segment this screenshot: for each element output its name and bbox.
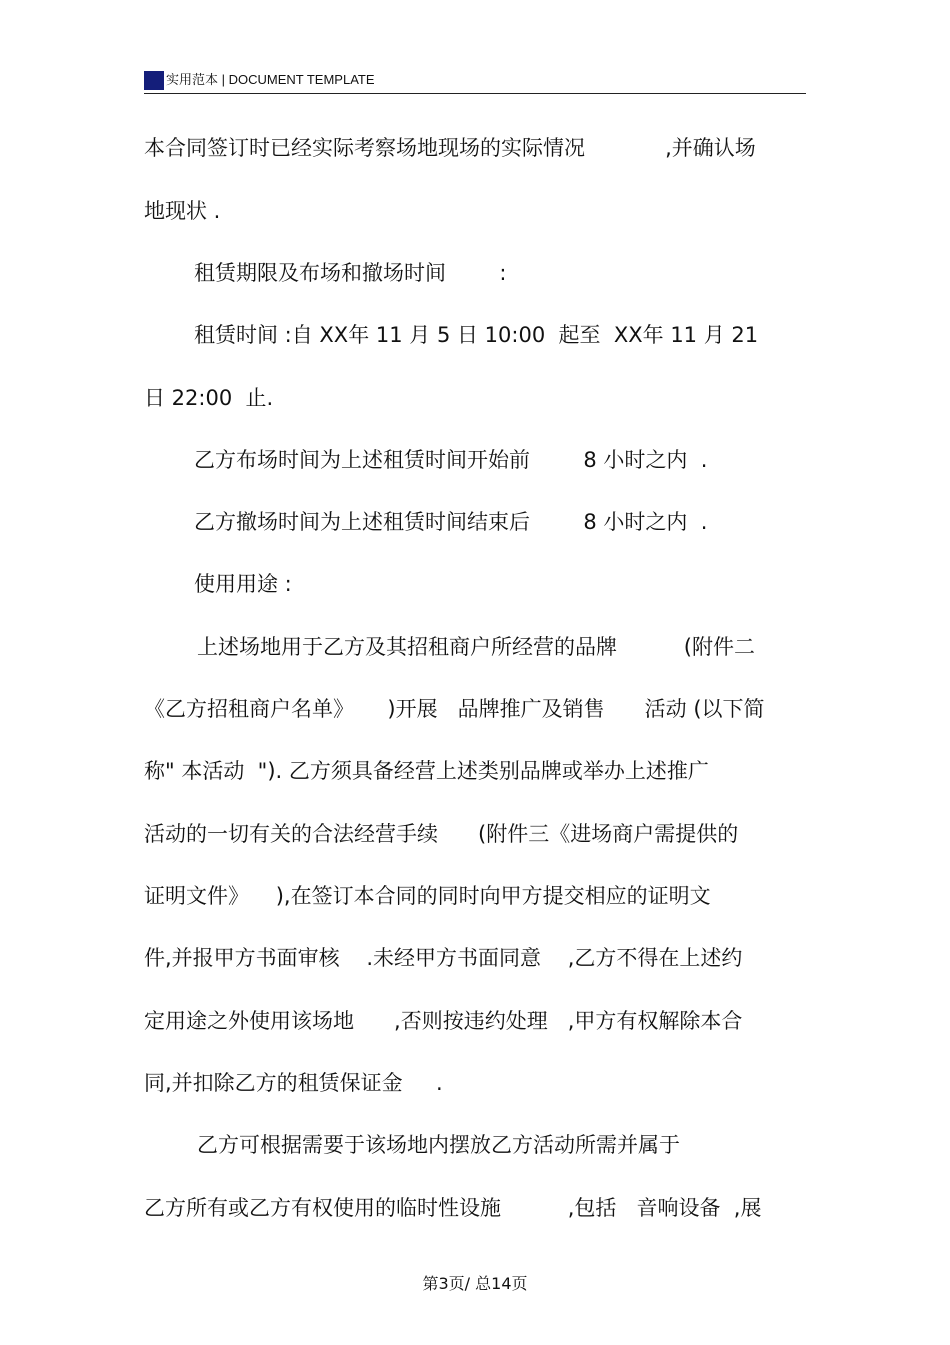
paragraph-line: 件,并报甲方书面审核 .未经甲方书面同意 ,乙方不得在上述约 xyxy=(144,946,743,970)
paragraph-line: 乙方可根据需要于该场地内摆放乙方活动所需并属于 xyxy=(197,1133,680,1157)
page-number: 第3页/ 总14页 xyxy=(422,1274,528,1293)
paragraph-line: 租赁时间 :自 XX年 11 月 5 日 10:00 起至 XX年 11 月 21 xyxy=(194,323,759,347)
paragraph-line: 《乙方招租商户名单》 )开展 品牌推广及销售 活动 (以下简 xyxy=(144,697,765,721)
paragraph-line: 本合同签订时已经实际考察场地现场的实际情况 ,并确认场 xyxy=(144,136,756,160)
paragraph-line: 同,并扣除乙方的租赁保证金 . xyxy=(144,1071,443,1095)
paragraph-line: 活动的一切有关的合法经营手续 (附件三《进场商户需提供的 xyxy=(144,822,739,846)
paragraph-line: 证明文件》 ),在签订本合同的同时向甲方提交相应的证明文 xyxy=(144,884,711,908)
paragraph-line: 地现状 . xyxy=(144,199,221,223)
paragraph-line: 日 22:00 止. xyxy=(144,386,274,410)
section-heading: 租赁期限及布场和撤场时间 : xyxy=(194,261,507,285)
paragraph-line: 乙方撤场时间为上述租赁时间结束后 8 小时之内 . xyxy=(194,510,708,534)
header-title: 实用范本 | DOCUMENT TEMPLATE xyxy=(166,72,375,87)
document-header xyxy=(144,68,806,94)
paragraph-line: 乙方布场时间为上述租赁时间开始前 8 小时之内 . xyxy=(194,448,708,472)
paragraph-line: 上述场地用于乙方及其招租商户所经营的品牌 (附件二 xyxy=(197,635,755,659)
paragraph-line: 乙方所有或乙方有权使用的临时性设施 ,包括 音响设备 ,展 xyxy=(144,1196,762,1220)
paragraph-line: 定用途之外使用该场地 ,否则按违约处理 ,甲方有权解除本合 xyxy=(144,1009,743,1033)
paragraph-line: 称" 本活动 "). 乙方须具备经营上述类别品牌或举办上述推广 xyxy=(144,759,709,783)
section-heading: 使用用途 : xyxy=(194,572,292,596)
header-logo-mark xyxy=(144,71,164,90)
